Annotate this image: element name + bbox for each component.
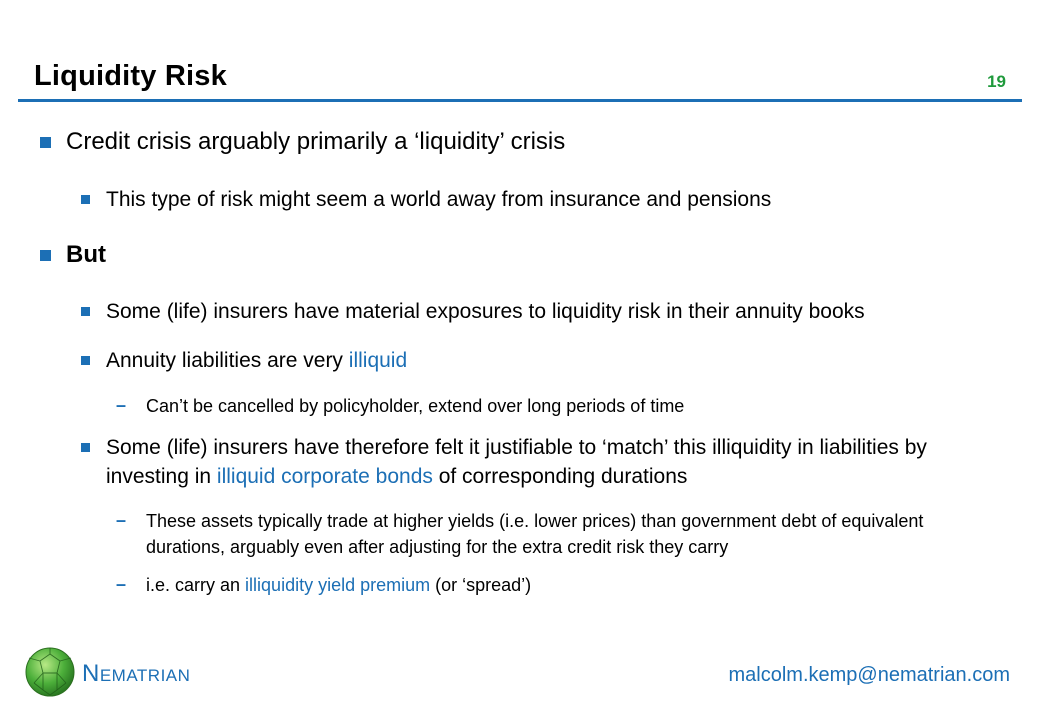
bullet-text: This type of risk might seem a world away from insurance and pensions bbox=[106, 188, 772, 211]
square-bullet-icon bbox=[40, 250, 51, 261]
bullet-but bbox=[66, 241, 106, 269]
bullet-text: i.e. carry an bbox=[146, 575, 246, 595]
nematrian-logo-icon bbox=[24, 646, 76, 698]
bullet-yield-premium bbox=[116, 572, 996, 598]
bullet-text: Credit crisis arguably primarily a ‘liquidity’ crisis bbox=[66, 128, 566, 155]
square-bullet-icon bbox=[40, 137, 51, 148]
bullet-text: These assets typically trade at higher yields (i.e. lower prices) than government debt of equivalent durations, arguably even after adjusting for the extra credit risk they carry bbox=[146, 511, 924, 557]
title-divider bbox=[18, 99, 1022, 102]
bullet-higher-yields bbox=[116, 508, 996, 560]
square-bullet-icon bbox=[81, 443, 90, 452]
bullet-credit-crisis bbox=[66, 128, 565, 156]
bullet-text: But bbox=[66, 241, 106, 268]
highlight-illiquid-corporate-bonds: illiquid corporate bonds bbox=[216, 465, 433, 488]
square-bullet-icon bbox=[81, 356, 90, 365]
bullet-text: Some (life) insurers have material exposures to liquidity risk in their annuity books bbox=[106, 300, 865, 323]
page-title: Liquidity Risk bbox=[34, 60, 227, 92]
dash-bullet-icon: – bbox=[116, 510, 127, 530]
square-bullet-icon bbox=[81, 195, 90, 204]
slide-number: 19 bbox=[987, 72, 1006, 91]
brand-initial: N bbox=[82, 660, 100, 687]
dash-bullet-icon: – bbox=[116, 574, 127, 594]
bullet-text: Can’t be cancelled by policyholder, extend over long periods of time bbox=[146, 396, 685, 416]
bullet-text: Annuity liabilities are very bbox=[106, 349, 349, 372]
bullet-text: Some (life) insurers have therefore felt it justifiable to ‘match’ this illiquidity in liabilities by investing in bbox=[106, 436, 927, 488]
bullet-text-tail: of corresponding durations bbox=[432, 465, 688, 488]
brand-name bbox=[82, 660, 190, 688]
bullet-material-exposures bbox=[106, 297, 986, 326]
brand-rest: EMATRIAN bbox=[99, 666, 191, 685]
highlight-illiquidity-yield-premium: illiquidity yield premium bbox=[245, 575, 431, 595]
footer-email[interactable]: malcolm.kemp@nematrian.com bbox=[728, 664, 1010, 686]
bullet-cant-cancel bbox=[116, 393, 996, 419]
square-bullet-icon bbox=[81, 307, 90, 316]
bullet-match-illiquidity bbox=[106, 433, 986, 491]
bullet-world-away bbox=[106, 185, 986, 214]
bullet-text-tail: (or ‘spread’) bbox=[430, 575, 532, 595]
highlight-illiquid: illiquid bbox=[348, 349, 408, 372]
dash-bullet-icon: – bbox=[116, 395, 127, 415]
bullet-annuity-illiquid bbox=[106, 346, 986, 375]
